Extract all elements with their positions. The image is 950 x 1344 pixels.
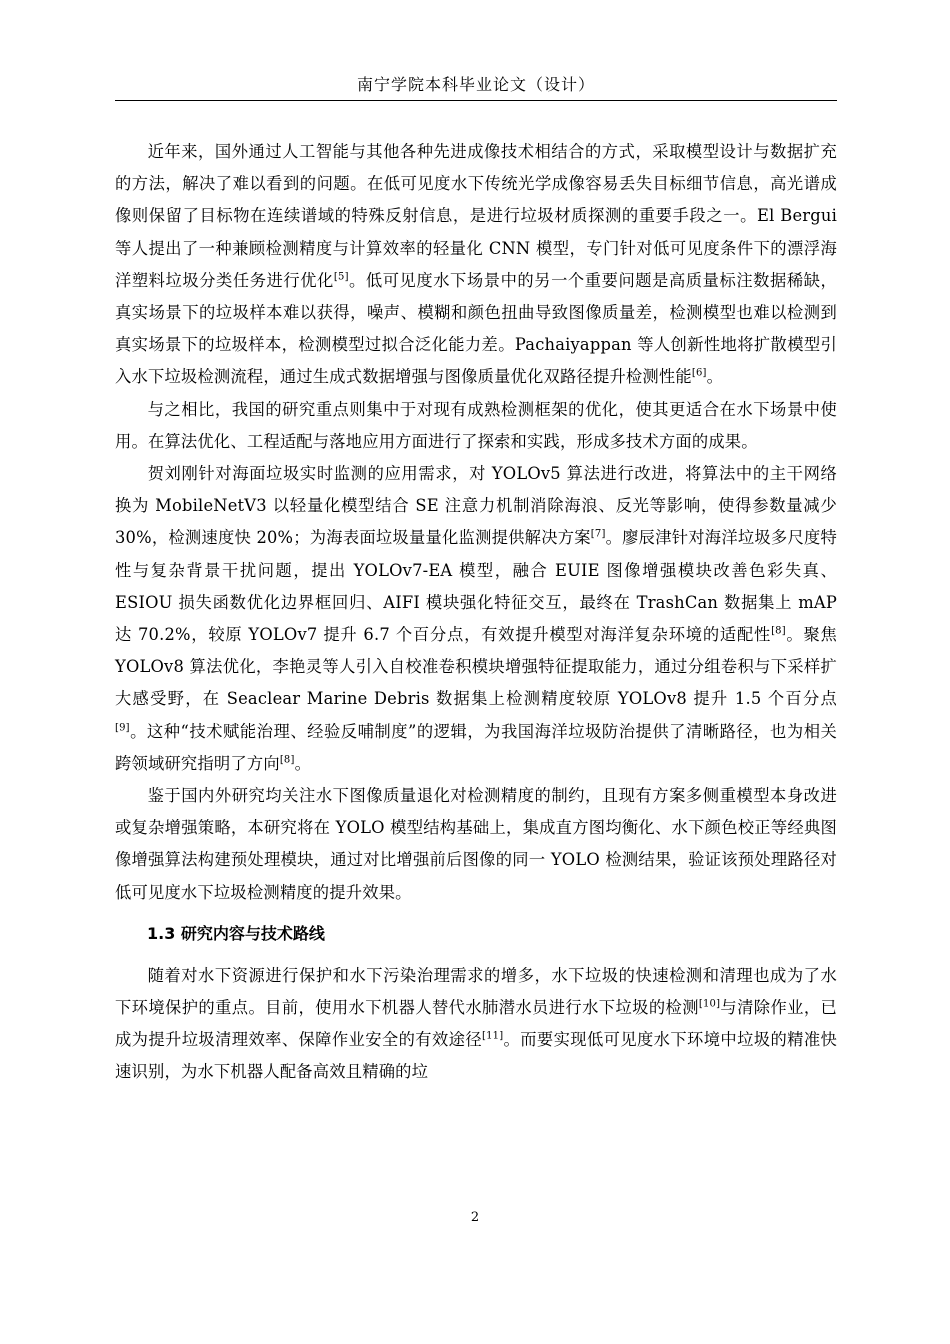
- citation-9[interactable]: [9]: [115, 722, 130, 734]
- citation-6[interactable]: [6]: [691, 368, 707, 379]
- paragraph-research-content: 随着对水下资源进行保护和水下污染治理需求的增多，水下垃圾的快速检测和清理也成为了水下环境保护的重点。目前，使用水下机器人替代水肺潜水员进行水下垃圾的检测[10]与清除作业，已成为提升垃圾清理效率、保障作业安全的有效途径[11]。而要实现低可见度水下环境中垃圾的精准快速识别，为水下机器人配备高效且精确的垃: [115, 965, 837, 1082]
- body-text: [115, 136, 837, 1089]
- running-header: 南宁学院本科毕业论文（设计）: [356, 75, 595, 94]
- header-rule: [115, 100, 837, 101]
- paragraph-foreign-research: 近年来，国外通过人工智能与其他各种先进成像技术相结合的方式，采取模型设计与数据扩充的方法，解决了难以看到的问题。在低可见度水下传统光学成像容易丢失目标细节信息，高光谱成像则保留了目标物在连续谱域的特殊反射信息，是进行垃圾材质探测的重要手段之一。El Bergui 等人提出了一种兼顾检测精度与计算效率的轻量化 CNN 模型，专门针对低可见度条件下的漂浮海洋塑料垃圾分类任务进行优化[5]。低可见度水下场景中的另一个重要问题是高质量标注数据稀缺，真实场景下的垃圾样本难以获得，噪声、模糊和颜色扭曲导致图像质量差，检测模型也难以检测到真实场景下的垃圾样本，检测模型过拟合泛化能力差。Pachaiyappan 等人创新性地将扩散模型引入水下垃圾检测流程，通过生成式数据增强与图像质量优化双路径提升检测性能[6]。: [115, 142, 837, 387]
- citation-7[interactable]: [7]: [590, 529, 606, 541]
- page-number: 2: [470, 1210, 480, 1225]
- citation-11[interactable]: [11]: [482, 1030, 504, 1042]
- paragraph-research-plan: 鉴于国内外研究均关注水下图像质量退化对检测精度的制约，且现有方案多侧重模型本身改进或复杂增强策略，本研究将在 YOLO 模型结构基础上，集成直方图均衡化、水下颜色校正等经典图像增强算法构建预处理模块，通过对比增强前后图像的同一 YOLO 检测结果，验证该预处理路径对低可见度水下垃圾检测精度的提升效果。: [115, 786, 837, 902]
- paragraph-domestic-research: 贺刘刚针对海面垃圾实时监测的应用需求，对 YOLOv5 算法进行改进，将算法中的主干网络换为 MobileNetV3 以轻量化模型结合 SE 注意力机制消除海浪、反光等影响，使得参数量减少 30%，检测速度快 20%；为海表面垃圾量量化监测提供解决方案[7]。廖辰津针对海洋垃圾多尺度特性与复杂背景干扰问题，提出 YOLOv7-EA 模型，融合 EUIE 图像增强模块改善色彩失真、ESIOU 损失函数优化边界框回归、AIFI 模块强化特征交互，最终在 TrashCan 数据集上 mAP 达 70.2%，较原 YOLOv7 提升 6.7 个百分点，有效提升模型对海洋复杂环境的适配性[8]。聚焦 YOLOv8 算法优化，李艳灵等人引入自校准卷积模块增强特征提取能力，通过分组卷积与下采样扩大感受野，在 Seaclear Marine Debris 数据集上检测精度较原 YOLOv8 提升 1.5 个百分点[9]。这种“技术赋能治理、经验反哺制度”的逻辑，为我国海洋垃圾防治提供了清晰路径，也为相关跨领域研究指明了方向[8]。: [115, 464, 837, 773]
- section-heading: [115, 922, 837, 946]
- paragraph-domestic-overview: 与之相比，我国的研究重点则集中于对现有成熟检测框架的优化，使其更适合在水下场景中使用。在算法优化、工程适配与落地应用方面进行了探索和实践，形成多技术方面的成果。: [115, 399, 837, 451]
- citation-5[interactable]: [5]: [333, 271, 349, 283]
- citation-8-repeat[interactable]: [8]: [279, 754, 295, 766]
- citation-10[interactable]: [10]: [698, 998, 721, 1010]
- section-number: 1.3: [147, 923, 176, 943]
- citation-8[interactable]: [8]: [771, 625, 786, 637]
- section-title: 研究内容与技术路线: [180, 923, 325, 943]
